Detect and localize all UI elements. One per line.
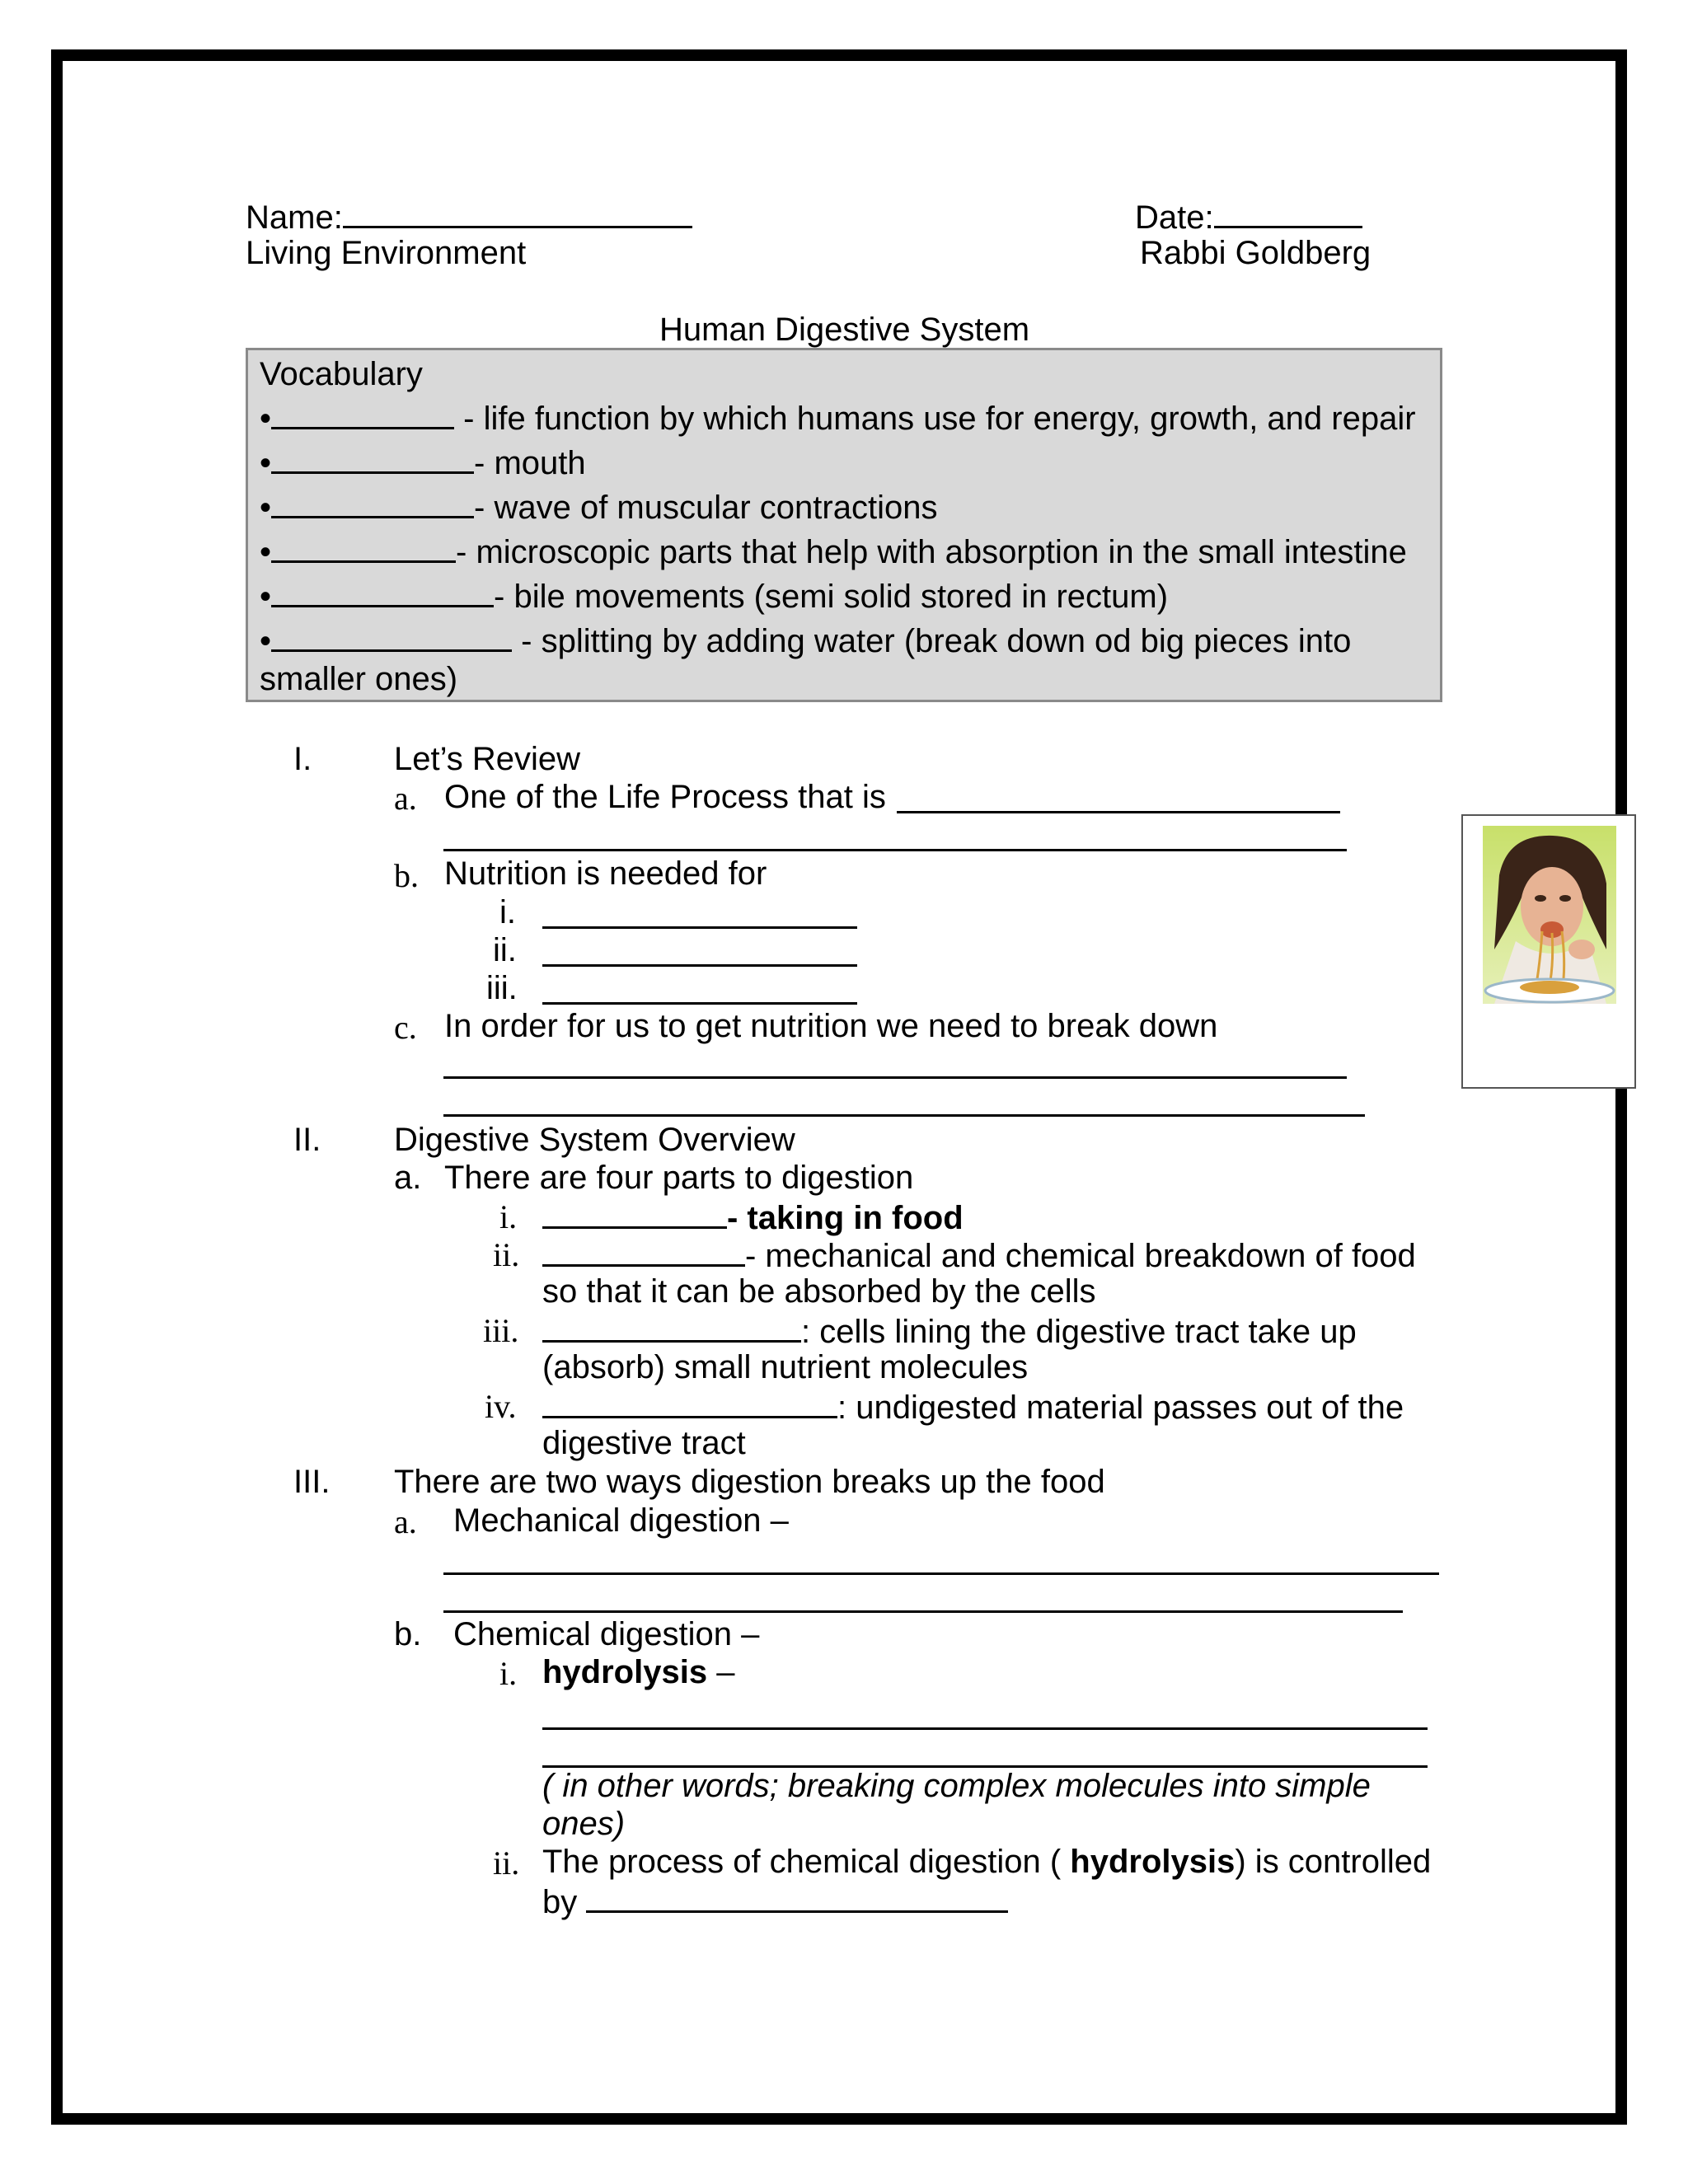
question-text: The process of chemical digestion ( xyxy=(542,1844,1071,1880)
section-numeral: I. xyxy=(293,741,312,777)
digestion-part xyxy=(542,1197,964,1237)
woman-eating-spaghetti-image xyxy=(1483,826,1616,1004)
digestion-part xyxy=(542,1235,1416,1275)
name-label: Name: xyxy=(246,199,343,236)
question-text: Nutrition is needed for xyxy=(444,855,767,892)
vocab-item xyxy=(260,396,1428,441)
answer-blank[interactable] xyxy=(542,1235,745,1267)
sub-marker: ii. xyxy=(493,1844,520,1882)
question-text: In order for us to get nutrition we need to break down xyxy=(444,1008,1218,1044)
vocab-blank[interactable] xyxy=(271,575,494,607)
note-line xyxy=(542,1767,1371,1805)
answer-line[interactable] xyxy=(443,1076,1347,1079)
vocab-definition: - bile movements (semi solid stored in rectum) xyxy=(494,579,1169,615)
course-name: Living Environment xyxy=(246,235,527,271)
answer-line[interactable] xyxy=(443,849,1347,851)
question-text: There are four parts to digestion xyxy=(444,1160,914,1196)
sub-marker: iii. xyxy=(486,970,518,1006)
vocab-blank[interactable] xyxy=(271,531,456,563)
vocab-item xyxy=(260,530,1428,574)
vocab-blank[interactable] xyxy=(271,397,454,429)
control-question xyxy=(542,1843,1431,1881)
name-field[interactable] xyxy=(246,196,692,237)
hydrolysis-prompt xyxy=(542,1653,734,1691)
part-description: : cells lining the digestive tract take up xyxy=(801,1314,1357,1350)
item-marker: b. xyxy=(394,1616,422,1652)
date-field[interactable] xyxy=(1135,196,1362,237)
vocab-definition: - splitting by adding water (break down od big pieces into xyxy=(521,623,1352,659)
note-text: ones) xyxy=(542,1806,626,1842)
page-title: Human Digestive System xyxy=(659,312,1030,348)
question-text: by xyxy=(542,1884,578,1920)
dash: – xyxy=(707,1654,735,1690)
sub-marker: ii. xyxy=(493,932,517,968)
note-text: ( in other words; breaking complex molecules into simple xyxy=(542,1768,1371,1804)
part-continuation: digestive tract xyxy=(542,1425,746,1461)
question-text: One of the Life Process that is xyxy=(444,779,886,815)
vocab-item-continuation: smaller ones) xyxy=(260,661,458,697)
part-description: - taking in food xyxy=(727,1200,964,1236)
bullet: • xyxy=(260,579,272,615)
answer-line[interactable] xyxy=(443,1114,1365,1117)
term-hydrolysis: hydrolysis xyxy=(542,1654,708,1690)
question-text: Mechanical digestion – xyxy=(453,1502,789,1539)
digestion-part xyxy=(542,1386,1404,1427)
date-label: Date: xyxy=(1135,199,1214,236)
answer-line[interactable] xyxy=(542,1727,1428,1730)
sub-marker: i. xyxy=(499,1655,518,1692)
item-marker: a. xyxy=(394,1160,422,1196)
teacher-name: Rabbi Goldberg xyxy=(1140,235,1372,271)
name-blank[interactable] xyxy=(343,196,692,228)
section-title: Let’s Review xyxy=(394,741,581,777)
part-continuation: so that it can be absorbed by the cells xyxy=(542,1273,1096,1310)
term-hydrolysis: hydrolysis xyxy=(1070,1844,1236,1880)
section-numeral: II. xyxy=(293,1122,321,1158)
vocab-definition: - mouth xyxy=(474,445,586,481)
section-title: There are two ways digestion breaks up the food xyxy=(394,1464,1105,1500)
answer-blank[interactable] xyxy=(542,1386,837,1418)
answer-blank[interactable] xyxy=(542,1310,801,1343)
photo-frame xyxy=(1461,814,1636,1089)
sub-marker: iii. xyxy=(483,1312,519,1349)
bullet: • xyxy=(260,490,272,526)
answer-line[interactable] xyxy=(542,964,857,967)
sub-marker: i. xyxy=(499,894,516,930)
part-description: - mechanical and chemical breakdown of food xyxy=(745,1238,1416,1274)
sub-marker: i. xyxy=(499,1198,518,1235)
answer-line[interactable] xyxy=(897,811,1340,813)
vocab-item xyxy=(260,574,1428,619)
answer-line[interactable] xyxy=(542,1002,857,1005)
bullet: • xyxy=(260,445,272,481)
bullet: • xyxy=(260,534,272,570)
item-marker: c. xyxy=(394,1009,417,1046)
item-marker: b. xyxy=(394,857,419,894)
bullet: • xyxy=(260,623,272,659)
answer-blank[interactable] xyxy=(586,1881,1008,1913)
vocab-blank[interactable] xyxy=(271,442,474,474)
vocabulary-heading: Vocabulary xyxy=(260,356,423,392)
vocab-item xyxy=(260,441,1428,485)
vocab-definition: - wave of muscular contractions xyxy=(474,490,938,526)
vocabulary-box xyxy=(246,348,1442,702)
sub-marker: iv. xyxy=(485,1388,517,1425)
answer-line[interactable] xyxy=(443,1572,1439,1575)
part-continuation: (absorb) small nutrient molecules xyxy=(542,1349,1029,1385)
sub-marker: ii. xyxy=(493,1236,520,1273)
answer-line[interactable] xyxy=(542,926,857,929)
vocab-definition: - microscopic parts that help with absorption in the small intestine xyxy=(456,534,1407,570)
answer-line[interactable] xyxy=(443,1610,1403,1613)
item-marker: a. xyxy=(394,1503,417,1540)
section-numeral: III. xyxy=(293,1464,331,1500)
vocab-definition: - life function by which humans use for energy, growth, and repair xyxy=(463,401,1416,437)
question-text: ) is controlled xyxy=(1235,1844,1432,1880)
section-title: Digestive System Overview xyxy=(394,1122,795,1158)
vocab-blank[interactable] xyxy=(271,486,474,518)
part-description: : undigested material passes out of the xyxy=(837,1390,1404,1426)
vocab-item xyxy=(260,485,1428,530)
note-line xyxy=(542,1805,625,1843)
item-marker: a. xyxy=(394,780,417,817)
date-blank[interactable] xyxy=(1214,196,1362,228)
vocab-blank[interactable] xyxy=(271,620,512,652)
control-answer xyxy=(542,1881,1008,1921)
answer-blank[interactable] xyxy=(542,1197,727,1229)
bullet: • xyxy=(260,401,272,437)
question-text: Chemical digestion – xyxy=(453,1616,760,1652)
digestion-part xyxy=(542,1310,1357,1351)
